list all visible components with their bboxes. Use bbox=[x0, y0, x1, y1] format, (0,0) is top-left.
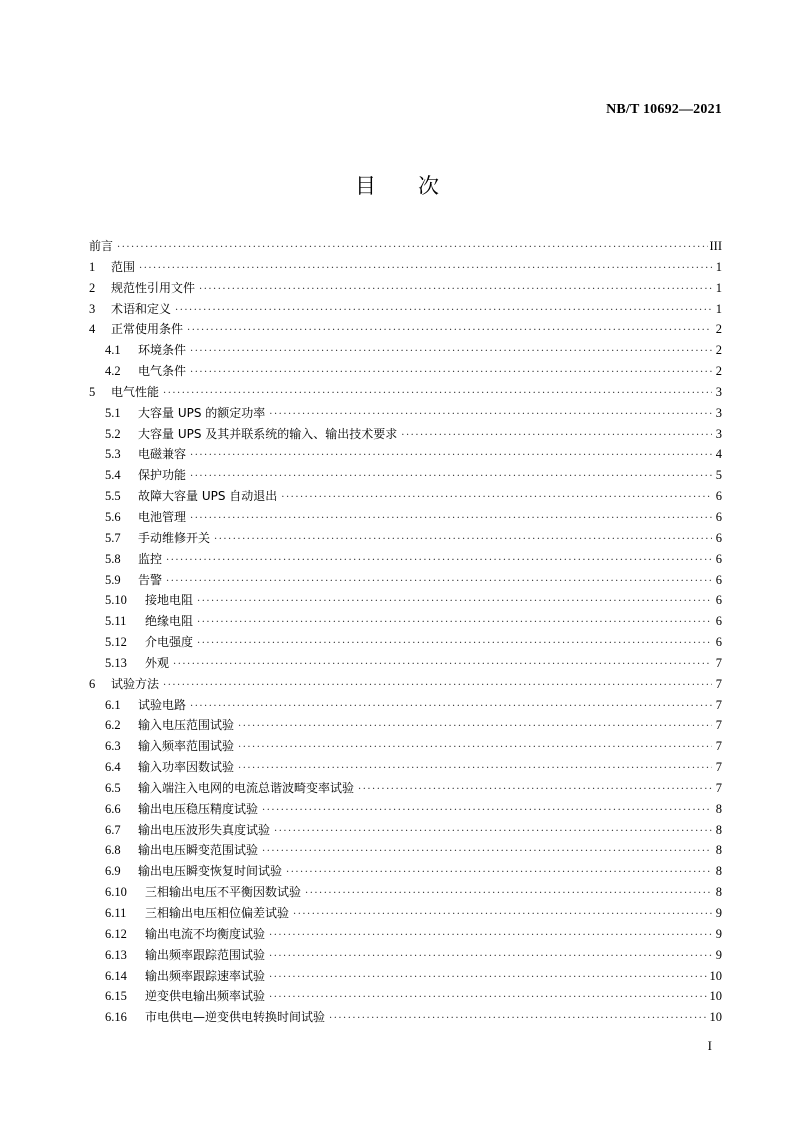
toc-entry[interactable] bbox=[89, 444, 722, 465]
toc-entry-number: 3 bbox=[89, 301, 96, 316]
toc-entry-page: 6 bbox=[715, 530, 722, 545]
toc-entry-label: 输出频率跟踪速率试验 bbox=[145, 968, 266, 983]
toc-entry-page: 10 bbox=[709, 989, 722, 1004]
toc-entry-number: 6.14 bbox=[105, 968, 127, 983]
toc-entry-label: 正常使用条件 bbox=[111, 322, 184, 337]
toc-entry-page: 6 bbox=[715, 593, 722, 608]
dot-leader bbox=[173, 655, 712, 676]
toc-entry[interactable] bbox=[89, 257, 722, 278]
toc-entry[interactable] bbox=[89, 486, 722, 507]
toc-entry[interactable] bbox=[89, 840, 722, 861]
toc-entry-number: 5.9 bbox=[105, 572, 121, 587]
toc-entry-number: 5.3 bbox=[105, 447, 121, 462]
toc-entry-number: 6.13 bbox=[105, 947, 127, 962]
toc-entry-number: 5.8 bbox=[105, 551, 121, 566]
toc-entry-number: 4.1 bbox=[105, 343, 121, 358]
dot-leader bbox=[401, 426, 712, 447]
toc-entry[interactable] bbox=[89, 403, 722, 424]
toc-entry-page: 2 bbox=[715, 322, 722, 337]
toc-entry-number: 5.2 bbox=[105, 426, 121, 441]
toc-entry-page: 6 bbox=[715, 489, 722, 504]
dot-leader bbox=[163, 384, 712, 405]
toc-entry-page: 7 bbox=[715, 780, 722, 795]
toc-entry-label: 规范性引用文件 bbox=[111, 280, 196, 295]
toc-entry-page: 6 bbox=[715, 614, 722, 629]
toc-entry-label: 逆变供电输出频率试验 bbox=[145, 989, 266, 1004]
toc-entry-number: 5.12 bbox=[105, 635, 127, 650]
dot-leader bbox=[190, 467, 712, 488]
toc-entry[interactable] bbox=[89, 611, 722, 632]
table-of-contents bbox=[89, 236, 722, 1028]
dot-leader bbox=[175, 301, 712, 322]
dot-leader bbox=[190, 697, 712, 718]
toc-entry-label: 告警 bbox=[138, 572, 163, 587]
toc-entry-label: 监控 bbox=[138, 551, 163, 566]
toc-entry-page: 10 bbox=[709, 968, 722, 983]
dot-leader bbox=[358, 780, 712, 801]
toc-entry[interactable] bbox=[89, 986, 722, 1007]
toc-entry-number: 5 bbox=[89, 384, 96, 399]
toc-entry-label: 输出电压瞬变恢复时间试验 bbox=[138, 864, 283, 879]
dot-leader bbox=[269, 405, 712, 426]
dot-leader bbox=[197, 592, 712, 613]
toc-entry-label: 试验电路 bbox=[138, 697, 187, 712]
toc-entry[interactable] bbox=[89, 945, 722, 966]
dot-leader bbox=[190, 363, 712, 384]
toc-entry-label: 电池管理 bbox=[138, 509, 187, 524]
toc-entry-number: 4.2 bbox=[105, 364, 121, 379]
toc-entry[interactable] bbox=[89, 424, 722, 445]
toc-entry-label: 输出电流不均衡度试验 bbox=[145, 926, 266, 941]
toc-entry[interactable] bbox=[89, 528, 722, 549]
toc-entry-page: 2 bbox=[715, 364, 722, 379]
toc-entry-page: 6 bbox=[715, 635, 722, 650]
toc-entry[interactable] bbox=[89, 778, 722, 799]
toc-entry[interactable] bbox=[89, 319, 722, 340]
toc-entry[interactable] bbox=[89, 382, 722, 403]
toc-entry-label: 输出频率跟踪范围试验 bbox=[145, 947, 266, 962]
toc-entry-number: 5.6 bbox=[105, 509, 121, 524]
toc-entry[interactable] bbox=[89, 361, 722, 382]
toc-entry-page: 3 bbox=[715, 405, 722, 420]
toc-entry-page: 6 bbox=[715, 509, 722, 524]
dot-leader bbox=[262, 801, 712, 822]
toc-entry-label: 外观 bbox=[145, 655, 170, 670]
toc-entry-label: 电气条件 bbox=[138, 364, 187, 379]
dot-leader bbox=[197, 634, 712, 655]
toc-entry-label: 术语和定义 bbox=[111, 301, 172, 316]
toc-entry-page: 8 bbox=[715, 801, 722, 816]
toc-entry-page: 8 bbox=[715, 843, 722, 858]
toc-entry[interactable] bbox=[89, 465, 722, 486]
toc-entry-label: 输出电压瞬变范围试验 bbox=[138, 843, 259, 858]
toc-entry-number: 5.10 bbox=[105, 593, 127, 608]
toc-entry-page: 7 bbox=[715, 697, 722, 712]
toc-entry-label: 绝缘电阻 bbox=[145, 614, 194, 629]
toc-entry-page: 7 bbox=[715, 676, 722, 691]
toc-entry[interactable] bbox=[89, 570, 722, 591]
toc-entry-label: 输入端注入电网的电流总谐波畸变率试验 bbox=[138, 780, 355, 795]
toc-entry-page: 8 bbox=[715, 822, 722, 837]
toc-entry-number: 6.6 bbox=[105, 801, 121, 816]
toc-entry-label: 范围 bbox=[111, 259, 136, 274]
toc-entry[interactable] bbox=[89, 590, 722, 611]
page-title: 目次 bbox=[355, 174, 481, 198]
toc-entry[interactable] bbox=[89, 820, 722, 841]
toc-entry-number: 6.1 bbox=[105, 697, 121, 712]
dot-leader bbox=[197, 613, 712, 634]
toc-entry-number: 6.5 bbox=[105, 780, 121, 795]
toc-entry-number: 2 bbox=[89, 280, 96, 295]
dot-leader bbox=[166, 572, 712, 593]
toc-entry-label: 大容量 UPS 及其并联系统的输入、输出技术要求 bbox=[138, 426, 398, 441]
toc-entry-label: 输出电压波形失真度试验 bbox=[138, 822, 271, 837]
toc-entry-label: 三相输出电压不平衡因数试验 bbox=[145, 885, 302, 900]
toc-entry[interactable] bbox=[89, 861, 722, 882]
toc-entry-number: 6.15 bbox=[105, 989, 127, 1004]
toc-entry-number: 5.4 bbox=[105, 468, 121, 483]
toc-entry-page: 1 bbox=[715, 301, 722, 316]
toc-entry-label: 保护功能 bbox=[138, 468, 187, 483]
toc-entry-number: 6.8 bbox=[105, 843, 121, 858]
toc-entry-label: 三相输出电压相位偏差试验 bbox=[145, 906, 290, 920]
toc-entry-page: 7 bbox=[715, 718, 722, 733]
toc-entry[interactable] bbox=[89, 882, 722, 903]
toc-entry[interactable] bbox=[89, 299, 722, 320]
dot-leader bbox=[117, 238, 707, 259]
dot-leader bbox=[190, 342, 712, 363]
toc-entry-number: 6.11 bbox=[105, 906, 127, 920]
dot-leader bbox=[269, 926, 712, 947]
dot-leader bbox=[199, 280, 712, 301]
toc-entry[interactable] bbox=[89, 799, 722, 820]
toc-entry-label: 电磁兼容 bbox=[138, 447, 187, 462]
toc-entry-page: 9 bbox=[715, 947, 722, 962]
toc-entry-number: 6.3 bbox=[105, 739, 121, 754]
toc-entry-page: 6 bbox=[715, 551, 722, 566]
dot-leader bbox=[269, 968, 707, 989]
toc-entry-number: 5.1 bbox=[105, 405, 121, 420]
toc-entry-number: 5.7 bbox=[105, 530, 121, 545]
toc-entry[interactable] bbox=[89, 757, 722, 778]
toc-entry[interactable] bbox=[89, 632, 722, 653]
toc-entry-page: 2 bbox=[715, 343, 722, 358]
toc-entry-number: 6.4 bbox=[105, 760, 121, 775]
toc-entry-number: 6.16 bbox=[105, 1010, 127, 1025]
toc-entry-page: 4 bbox=[715, 447, 722, 462]
toc-entry[interactable] bbox=[89, 715, 722, 736]
toc-entry-page: 6 bbox=[715, 572, 722, 587]
dot-leader bbox=[238, 738, 712, 759]
toc-entry-label: 大容量 UPS 的额定功率 bbox=[138, 405, 266, 420]
toc-entry[interactable] bbox=[89, 736, 722, 757]
dot-leader bbox=[269, 988, 707, 1009]
toc-entry-label: 故障大容量 UPS 自动退出 bbox=[138, 489, 278, 504]
toc-entry[interactable] bbox=[89, 1007, 722, 1028]
toc-entry-label: 环境条件 bbox=[138, 343, 187, 358]
toc-entry-number: 5.11 bbox=[105, 614, 127, 629]
toc-entry[interactable] bbox=[89, 507, 722, 528]
toc-entry-page: III bbox=[709, 239, 722, 253]
toc-entry-label: 市电供电—逆变供电转换时间试验 bbox=[145, 1010, 326, 1025]
toc-entry-label: 介电强度 bbox=[145, 635, 194, 650]
dot-leader bbox=[238, 717, 712, 738]
toc-entry[interactable] bbox=[89, 695, 722, 716]
toc-entry-page: 1 bbox=[715, 280, 722, 295]
dot-leader bbox=[274, 822, 712, 843]
dot-leader bbox=[305, 884, 712, 905]
dot-leader bbox=[269, 947, 712, 968]
toc-entry-number: 6.10 bbox=[105, 885, 127, 900]
toc-entry-number: 6 bbox=[89, 676, 96, 691]
dot-leader bbox=[293, 905, 712, 926]
toc-entry-page: 9 bbox=[715, 906, 722, 920]
dot-leader bbox=[166, 551, 712, 572]
dot-leader bbox=[238, 759, 712, 780]
toc-entry-number: 1 bbox=[89, 259, 96, 274]
dot-leader bbox=[187, 321, 712, 342]
toc-entry-number: 4 bbox=[89, 322, 96, 337]
toc-entry-page: 1 bbox=[715, 259, 722, 274]
dot-leader bbox=[262, 842, 712, 863]
toc-entry-page: 10 bbox=[709, 1010, 722, 1025]
dot-leader bbox=[281, 488, 712, 509]
toc-entry[interactable] bbox=[89, 278, 722, 299]
toc-entry[interactable] bbox=[89, 924, 722, 945]
toc-entry-page: 3 bbox=[715, 384, 722, 399]
toc-entry-label: 电气性能 bbox=[111, 384, 160, 399]
dot-leader bbox=[214, 530, 712, 551]
toc-entry-label: 输入功率因数试验 bbox=[138, 760, 235, 775]
toc-entry-number: 5.13 bbox=[105, 655, 127, 670]
dot-leader bbox=[163, 676, 712, 697]
dot-leader bbox=[139, 259, 712, 280]
toc-entry[interactable] bbox=[89, 903, 722, 924]
toc-entry-page: 5 bbox=[715, 468, 722, 483]
standard-number: NB/T 10692—2021 bbox=[606, 102, 722, 117]
toc-entry-number: 6.2 bbox=[105, 718, 121, 733]
page-number: I bbox=[707, 1038, 712, 1053]
toc-entry[interactable] bbox=[89, 236, 722, 257]
toc-entry-label: 输入频率范围试验 bbox=[138, 739, 235, 754]
toc-entry-page: 7 bbox=[715, 760, 722, 775]
toc-entry[interactable] bbox=[89, 340, 722, 361]
toc-entry-number: 6.7 bbox=[105, 822, 121, 837]
toc-entry-number: 6.9 bbox=[105, 864, 121, 879]
dot-leader bbox=[286, 863, 712, 884]
toc-entry-number: 6.12 bbox=[105, 926, 127, 941]
toc-entry-page: 8 bbox=[715, 885, 722, 900]
toc-entry-label: 试验方法 bbox=[111, 676, 160, 691]
dot-leader bbox=[190, 446, 712, 467]
dot-leader bbox=[190, 509, 712, 530]
toc-entry-label: 输出电压稳压精度试验 bbox=[138, 801, 259, 816]
toc-entry-label: 输入电压范围试验 bbox=[138, 718, 235, 733]
toc-entry-label: 接地电阻 bbox=[145, 593, 194, 608]
toc-entry[interactable] bbox=[89, 549, 722, 570]
toc-entry-label: 手动维修开关 bbox=[138, 530, 211, 545]
toc-entry-page: 7 bbox=[715, 655, 722, 670]
toc-entry-page: 3 bbox=[715, 426, 722, 441]
toc-entry-number: 5.5 bbox=[105, 489, 121, 504]
dot-leader bbox=[329, 1009, 707, 1030]
toc-entry[interactable] bbox=[89, 966, 722, 987]
toc-entry-page: 8 bbox=[715, 864, 722, 879]
toc-entry-page: 7 bbox=[715, 739, 722, 754]
toc-entry-page: 9 bbox=[715, 926, 722, 941]
toc-entry[interactable] bbox=[89, 653, 722, 674]
toc-entry-label: 前言 bbox=[89, 239, 114, 253]
toc-entry[interactable] bbox=[89, 674, 722, 695]
